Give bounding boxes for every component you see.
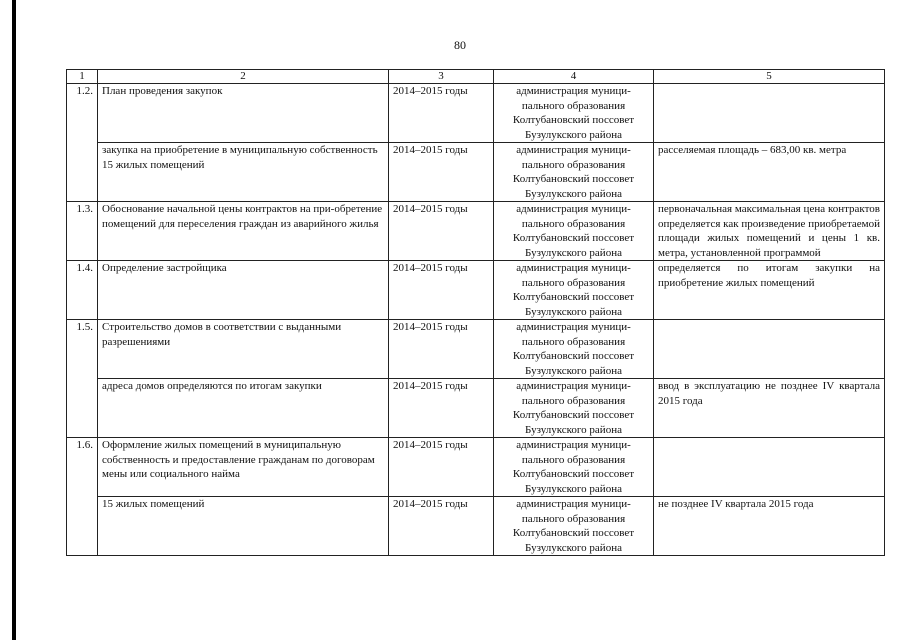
row-number: 1.2. [67, 84, 98, 202]
table-row [67, 143, 885, 202]
executor-line: Колтубановский поссовет [512, 291, 635, 303]
executor-line: администрация муници- [516, 203, 631, 215]
note-cell: ввод в эксплуатацию не позднее IV квартала 2015 года [654, 379, 885, 438]
note-cell: не позднее IV квартала 2015 года [654, 497, 885, 556]
executor-line: администрация муници- [516, 380, 631, 392]
years-cell: 2014–2015 годы [389, 379, 494, 438]
note-cell [654, 84, 885, 143]
row-number: 1.3. [67, 202, 98, 261]
header-col-5: 5 [654, 70, 885, 84]
executor-line: Бузулукского района [525, 128, 622, 141]
row-number: 1.5. [67, 320, 98, 438]
years-cell: 2014–2015 годы [389, 84, 494, 143]
note-cell [654, 320, 885, 379]
executor-line: пального образования [521, 512, 626, 525]
executor-cell [494, 143, 654, 202]
years-cell: 2014–2015 годы [389, 261, 494, 320]
executor-line: Колтубановский поссовет [512, 409, 635, 421]
activity-cell: адреса домов определяются по итогам закупки [98, 379, 389, 438]
activity-cell: Строительство домов в соответствии с выданными разрешениями [98, 320, 389, 379]
activity-cell: План проведения закупок [98, 84, 389, 143]
executor-line: пального образования [521, 335, 626, 348]
note-cell: первоначальная максимальная цена контрактов определяется как произведение приобретаемой площади жилых помещений и цены 1 кв. метра, установленной программой [654, 202, 885, 261]
years-cell: 2014–2015 годы [389, 202, 494, 261]
header-col-1: 1 [67, 70, 98, 84]
row-number: 1.4. [67, 261, 98, 320]
executor-cell [494, 497, 654, 556]
executor-line: администрация муници- [516, 439, 631, 451]
header-col-4: 4 [494, 70, 654, 84]
executor-line: Бузулукского района [525, 541, 622, 554]
executor-line: Бузулукского района [525, 246, 622, 259]
executor-line: Бузулукского района [525, 187, 622, 200]
header-row [67, 70, 885, 84]
note-cell: расселяемая площадь – 683,00 кв. метра [654, 143, 885, 202]
table-row [67, 438, 885, 497]
table-body [67, 84, 885, 556]
executor-line: пального образования [521, 99, 626, 112]
executor-line: Бузулукского района [525, 364, 622, 377]
page-number: 80 [454, 38, 466, 52]
activity-cell: закупка на приобретение в муниципальную собственность 15 жилых помещений [98, 143, 389, 202]
executor-line: пального образования [521, 394, 626, 407]
header-col-2: 2 [98, 70, 389, 84]
years-cell: 2014–2015 годы [389, 497, 494, 556]
years-cell: 2014–2015 годы [389, 438, 494, 497]
table-row [67, 261, 885, 320]
table-row [67, 379, 885, 438]
executor-line: администрация муници- [516, 85, 631, 97]
activity-cell: 15 жилых помещений [98, 497, 389, 556]
executor-cell [494, 379, 654, 438]
note-cell [654, 438, 885, 497]
executor-line: пального образования [521, 453, 626, 466]
executor-cell [494, 202, 654, 261]
executor-cell [494, 320, 654, 379]
plan-table [66, 69, 885, 556]
table-row [67, 320, 885, 379]
executor-line: пального образования [521, 217, 626, 230]
executor-line: Колтубановский поссовет [512, 350, 635, 362]
executor-line: администрация муници- [516, 262, 631, 274]
header-col-3: 3 [389, 70, 494, 84]
executor-line: Бузулукского района [525, 305, 622, 318]
note-cell: определяется по итогам закупки на приобретение жилых помещений [654, 261, 885, 320]
table-row [67, 202, 885, 261]
executor-line: Бузулукского района [525, 482, 622, 495]
executor-line: администрация муници- [516, 498, 631, 510]
years-cell: 2014–2015 годы [389, 320, 494, 379]
table-header [67, 70, 885, 84]
activity-cell: Оформление жилых помещений в муниципальную собственность и предоставление гражданам по договорам мены или социального найма [98, 438, 389, 497]
executor-line: Колтубановский поссовет [512, 468, 635, 480]
activity-cell: Обоснование начальной цены контрактов на при-обретение помещений для переселения граждан из аварийного жилья [98, 202, 389, 261]
years-cell: 2014–2015 годы [389, 143, 494, 202]
table-row [67, 497, 885, 556]
executor-line: Бузулукского района [525, 423, 622, 436]
executor-line: Колтубановский поссовет [512, 527, 635, 539]
executor-line: администрация муници- [516, 321, 631, 333]
executor-cell [494, 438, 654, 497]
activity-cell: Определение застройщика [98, 261, 389, 320]
executor-line: пального образования [521, 158, 626, 171]
executor-cell [494, 261, 654, 320]
executor-line: пального образования [521, 276, 626, 289]
executor-cell [494, 84, 654, 143]
scan-edge [12, 0, 16, 640]
row-number: 1.6. [67, 438, 98, 556]
executor-line: Колтубановский поссовет [512, 232, 635, 244]
executor-line: администрация муници- [516, 144, 631, 156]
executor-line: Колтубановский поссовет [512, 173, 635, 185]
executor-line: Колтубановский поссовет [512, 114, 635, 126]
table-row [67, 84, 885, 143]
